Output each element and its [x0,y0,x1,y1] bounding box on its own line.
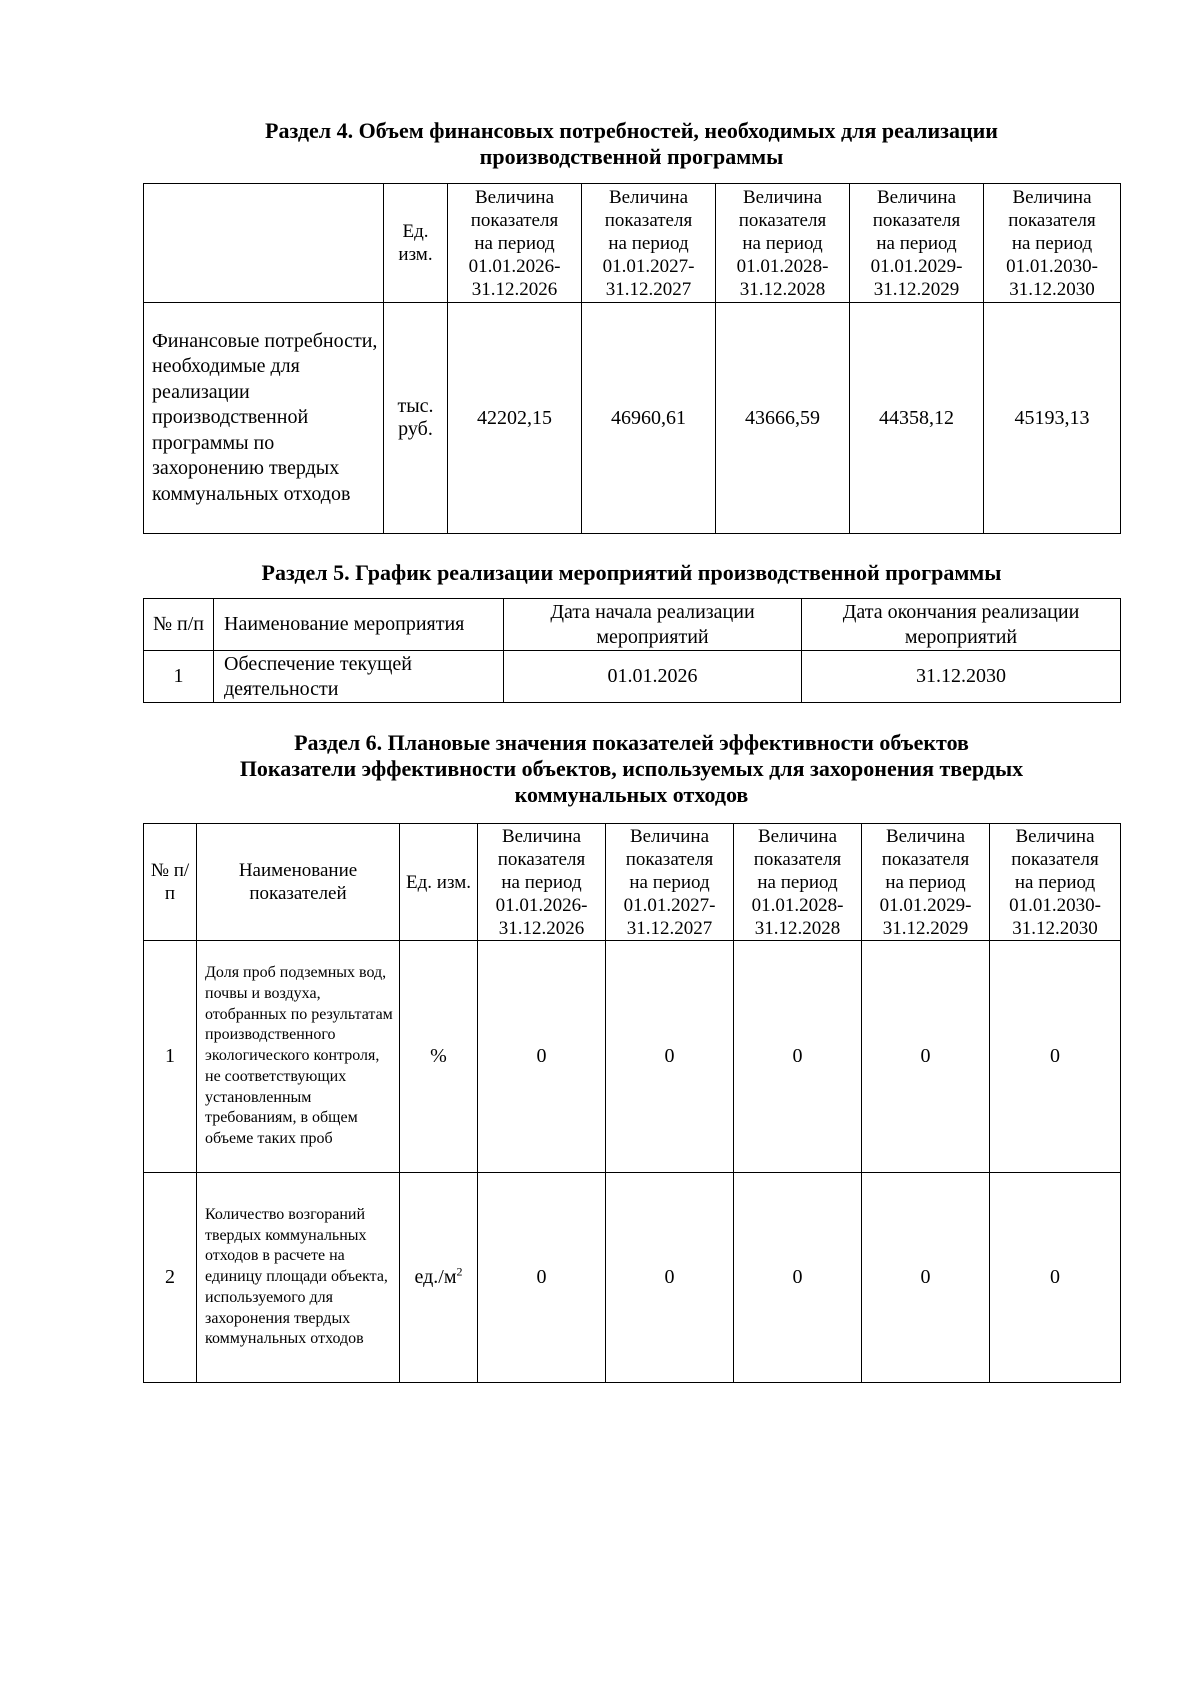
section5-row-end: 31.12.2030 [802,651,1121,703]
period-header-line: показателя [738,209,827,231]
period-header-line: 01.01.2028- [736,255,829,277]
section4-header-blank [144,184,384,303]
section4-value: 46960,61 [582,303,716,534]
section6-row-name: Количество возгораний твердых коммунальных отходов в расчете на единицу площади объекта, используемого для захоронения твердых коммунальных отходов [197,1173,400,1383]
period-header-line: Величина [757,825,838,847]
section6-value: 0 [478,941,606,1173]
section6-title [143,730,1120,808]
section4-header-period [716,184,850,303]
period-header-line: Величина [885,825,966,847]
period-header-line: 01.01.2028- [751,894,844,916]
section4-header-period [984,184,1121,303]
section6-row-unit [400,1173,478,1383]
period-header-line: показателя [1011,848,1099,870]
section6-value: 0 [990,1173,1121,1383]
period-header-line: 01.01.2030- [1009,894,1101,916]
section4-table [143,183,1121,534]
period-header-line: на период [474,232,555,254]
section6-row-unit-text: % [430,1045,447,1067]
period-header-line: на период [757,871,838,893]
period-header-line: 31.12.2028 [739,278,826,300]
section4-data-row [144,303,1121,534]
period-header-line: 31.12.2027 [626,917,713,939]
section4-header-period [582,184,716,303]
period-header-line: 31.12.2030 [1009,278,1095,300]
section4-header-period [448,184,582,303]
section6-value: 0 [734,1173,862,1383]
period-header-line: показателя [1008,209,1096,231]
period-header-line: показателя [881,848,970,870]
period-header-line: на период [501,871,582,893]
section4-header-period [850,184,984,303]
period-header-line: показателя [470,209,559,231]
section4-value: 45193,13 [984,303,1121,534]
section6-title-line2: Показатели эффективности объектов, используемых для захоронения твердых [239,756,1024,781]
section6-table [143,823,1121,1383]
period-header-line: показателя [604,209,693,231]
period-header-line: на период [1014,871,1096,893]
section4-value: 44358,12 [850,303,984,534]
period-header-line: 31.12.2027 [605,278,692,300]
period-header-line: Величина [876,186,957,208]
section4-row-unit: тыс. руб. [384,303,448,534]
section6-title-line3: коммунальных отходов [514,782,749,807]
section6-header-period [478,824,606,941]
period-header-line: 01.01.2029- [870,255,963,277]
section5-header-start: Дата начала реализации мероприятий [504,599,802,651]
period-header-line: на период [629,871,710,893]
section4-title [143,118,1120,170]
section6-row-number: 1 [144,941,197,1173]
section6-header-row [144,824,1121,941]
period-header-line: показателя [753,848,842,870]
section6-header-period [606,824,734,941]
period-header-line: показателя [625,848,714,870]
section6-value: 0 [606,1173,734,1383]
period-header-line: Величина [1015,825,1095,847]
section5-row-start: 01.01.2026 [504,651,802,703]
section5-header-number: № п/п [144,599,214,651]
section6-header-number: № п/п [144,824,197,941]
period-header-line: на период [876,232,957,254]
period-header-line: 31.12.2026 [498,917,585,939]
period-header-line: на период [742,232,823,254]
section6-title-line1: Раздел 6. Плановые значения показателей эффективности объектов [294,730,969,755]
table-row [144,941,1121,1173]
section5-row-name: Обеспечение текущей деятельности [214,651,504,703]
period-header-line: 01.01.2026- [468,255,561,277]
period-header-line: на период [1011,232,1093,254]
section5-title-text: Раздел 5. График реализации мероприятий производственной программы [261,560,1002,585]
section6-row-number: 2 [144,1173,197,1383]
section6-value: 0 [606,941,734,1173]
section4-row-name: Финансовые потребности, необходимые для реализации производственной программы по захоронению твердых коммунальных отходов [144,303,384,534]
section5-table [143,598,1121,703]
period-header-line: Величина [629,825,710,847]
section5-title [143,560,1120,586]
section5-header-name: Наименование мероприятия [214,599,504,651]
section6-value: 0 [478,1173,606,1383]
period-header-line: Величина [608,186,689,208]
section6-value: 0 [862,1173,990,1383]
section4-header-unit: Ед. изм. [384,184,448,303]
section4-header-row [144,184,1121,303]
period-header-line: 01.01.2029- [879,894,972,916]
section6-row-name: Доля проб подземных вод, почвы и воздуха, отобранных по результатам производственного экологического контроля, не соответствующих установленным требованиям, в общем объеме таких проб [197,941,400,1173]
section6-row-unit-text: ед./м [414,1266,457,1288]
period-header-line: показателя [497,848,586,870]
section4-value: 43666,59 [716,303,850,534]
section6-row-unit-sup: 2 [456,1264,463,1279]
section6-header-unit: Ед. изм. [400,824,478,941]
period-header-line: 01.01.2027- [602,255,695,277]
period-header-line: Величина [742,186,823,208]
section6-value: 0 [862,941,990,1173]
section4-title-line2: производственной программы [479,144,784,169]
period-header-line: 01.01.2027- [623,894,716,916]
section6-header-period [990,824,1121,941]
section6-value: 0 [734,941,862,1173]
period-header-line: на период [608,232,689,254]
period-header-line: 31.12.2029 [882,917,969,939]
period-header-line: 31.12.2026 [471,278,558,300]
period-header-line: 01.01.2030- [1006,255,1098,277]
section6-header-period [862,824,990,941]
table-row [144,651,1121,703]
period-header-line: 31.12.2029 [873,278,960,300]
period-header-line: 31.12.2030 [1012,917,1098,939]
table-row [144,1173,1121,1383]
period-header-line: Величина [1012,186,1092,208]
period-header-line: на период [885,871,966,893]
section6-value: 0 [990,941,1121,1173]
section5-header-end: Дата окончания реализации мероприятий [802,599,1121,651]
period-header-line: показателя [872,209,961,231]
section6-header-period [734,824,862,941]
period-header-line: 31.12.2028 [754,917,841,939]
section4-title-line1: Раздел 4. Объем финансовых потребностей, необходимых для реализации [265,118,998,143]
period-header-line: 01.01.2026- [495,894,588,916]
period-header-line: Величина [501,825,582,847]
section6-row-unit [400,941,478,1173]
section4-value: 42202,15 [448,303,582,534]
period-header-line: Величина [474,186,555,208]
section5-row-number: 1 [144,651,214,703]
section5-header-row [144,599,1121,651]
section6-header-name: Наименование показателей [197,824,400,941]
